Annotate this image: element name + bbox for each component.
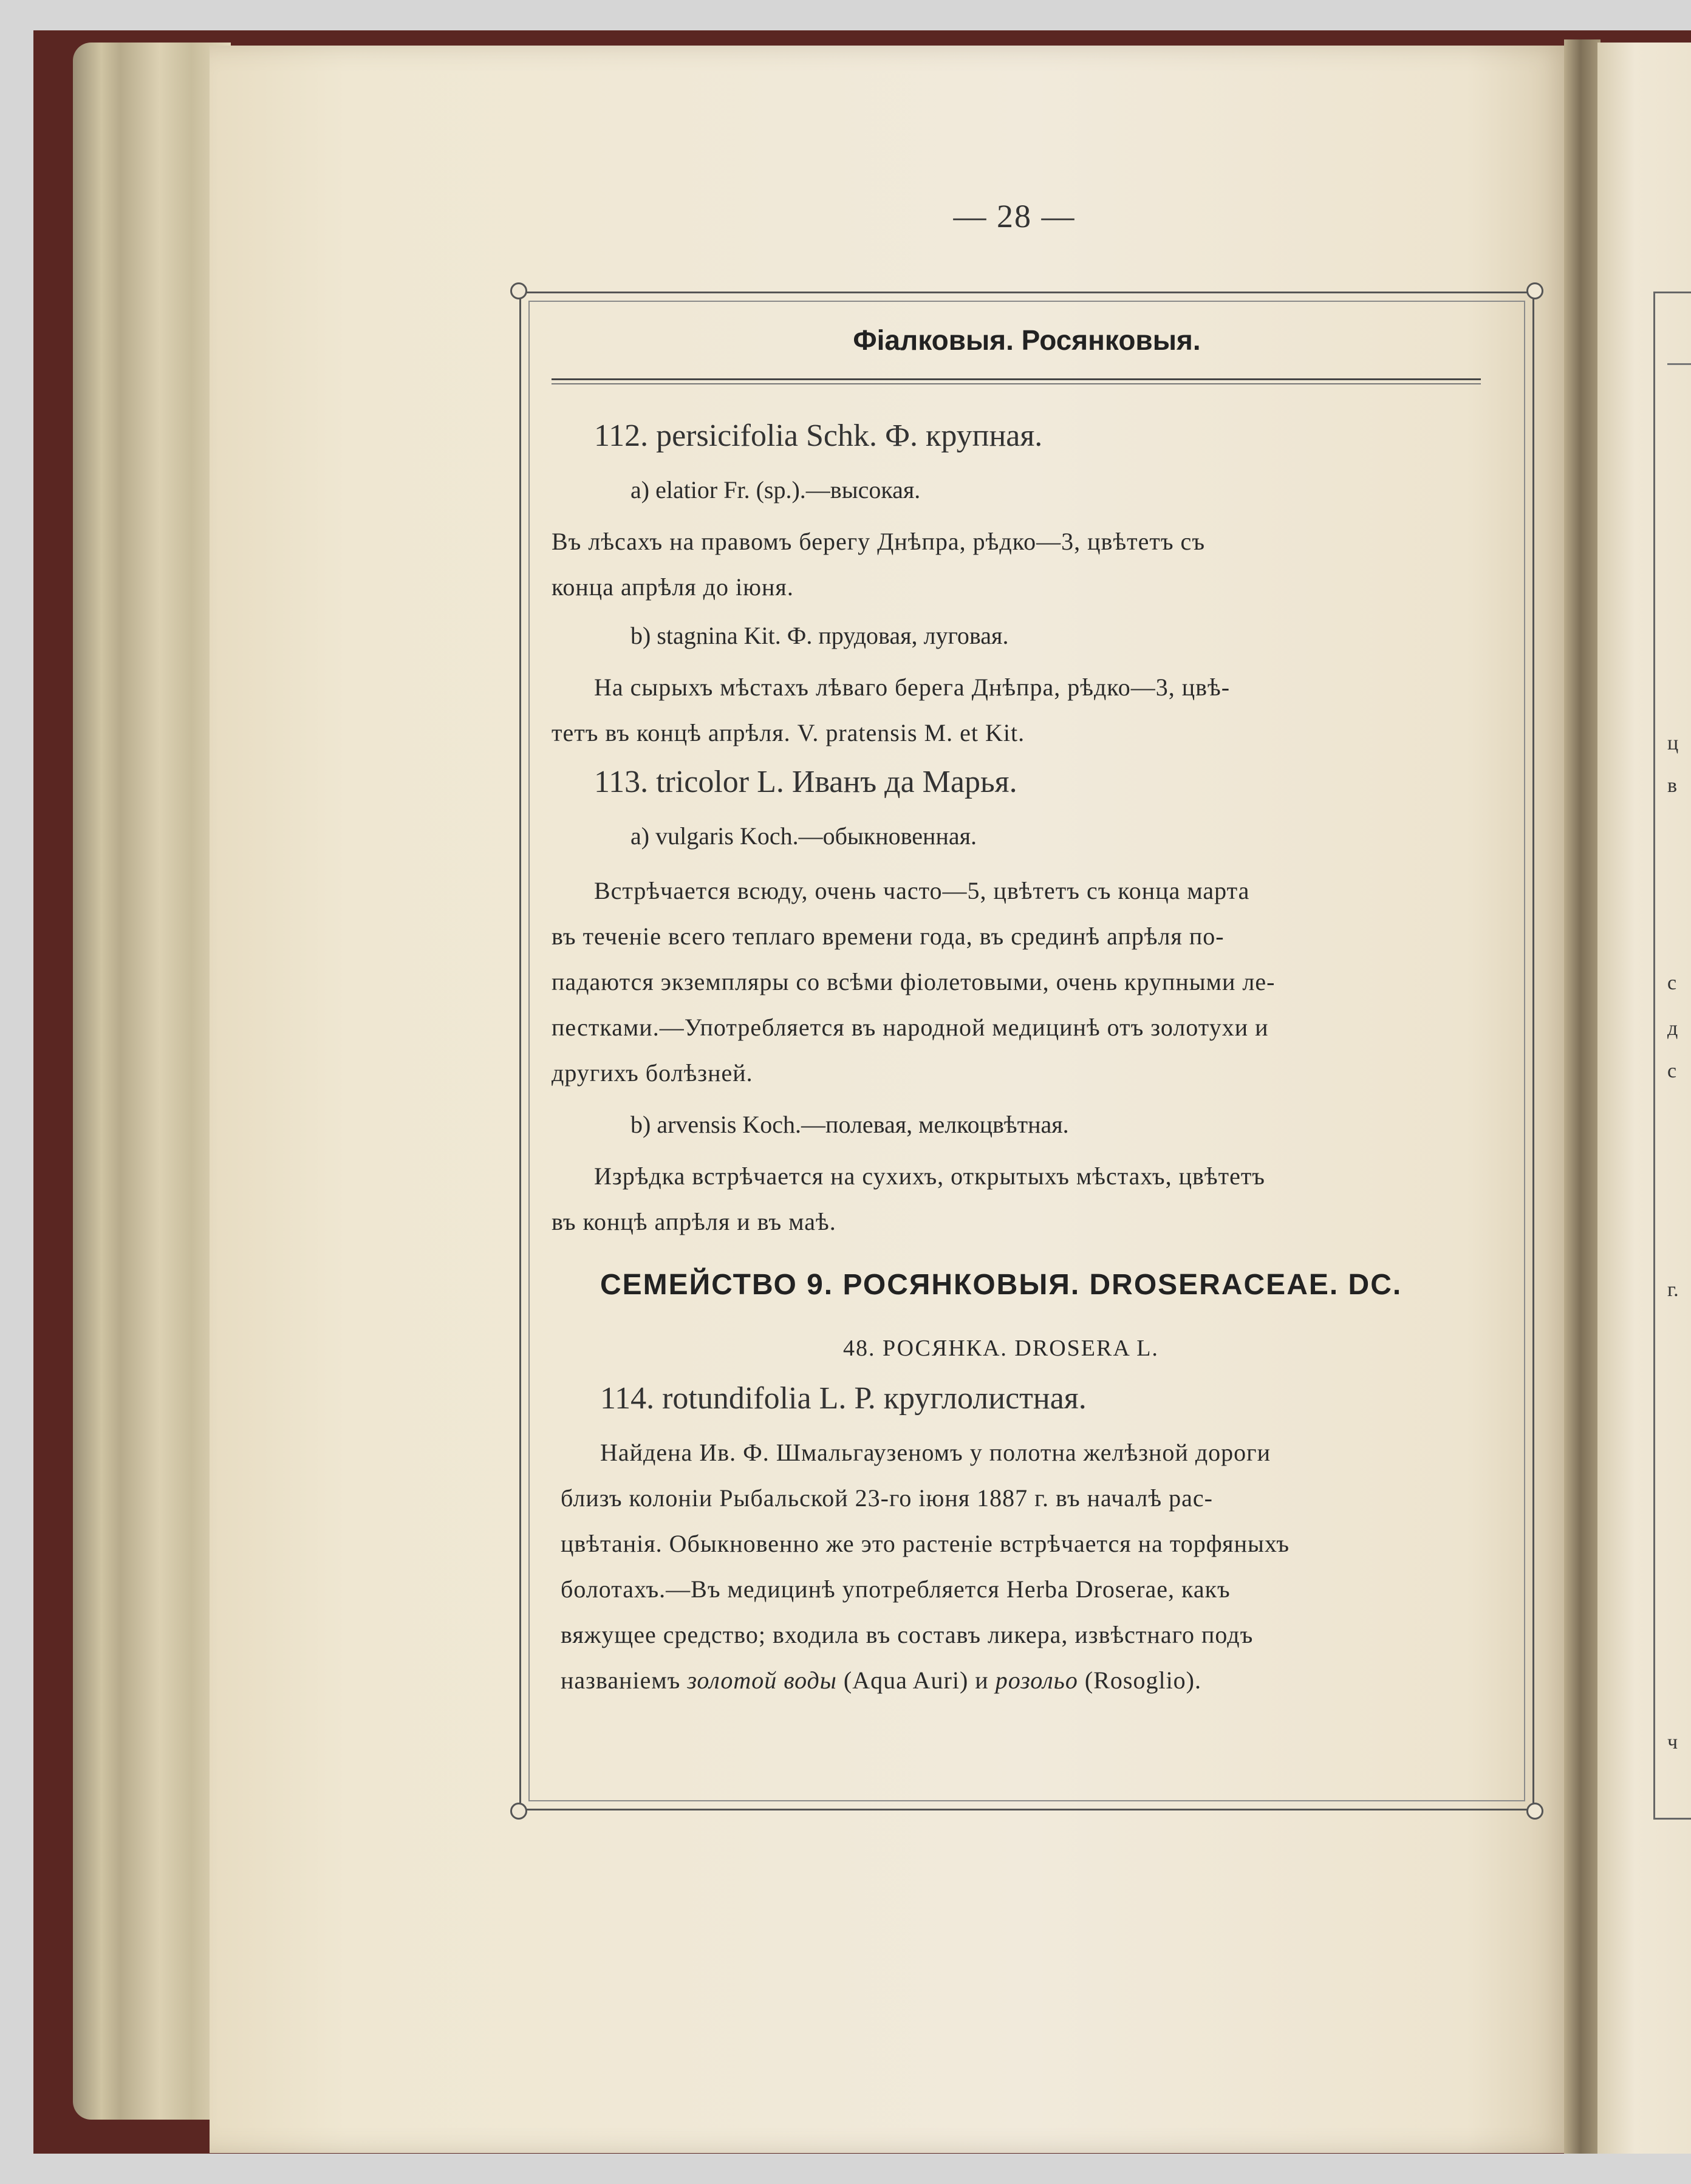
right-page-fragment: в (1667, 774, 1678, 797)
text-line: болотахъ.—Въ медицинѣ употребляется Herba Droserae, какъ (561, 1575, 1231, 1603)
text-fragment: названіемъ (561, 1667, 688, 1694)
text-line: въ концѣ апрѣля и въ маѣ. (552, 1208, 836, 1235)
book-gutter (1564, 39, 1600, 2154)
text-line: Изрѣдка встрѣчается на сухихъ, открытыхъ мѣстахъ, цвѣтетъ (594, 1162, 1265, 1190)
ornament-corner (510, 282, 527, 299)
text-line: вяжущее средство; входила въ составъ ликера, извѣстнаго подъ (561, 1621, 1254, 1648)
text-line: На сырыхъ мѣстахъ лѣваго берега Днѣпра, рѣдко—3, цвѣ- (594, 674, 1231, 701)
text-fragment: (Aqua Auri) и (836, 1667, 996, 1694)
text-line: Встрѣчается всюду, очень часто—5, цвѣтетъ съ конца марта (594, 877, 1250, 904)
text-line: Въ лѣсахъ на правомъ берегу Днѣпра, рѣдко—3, цвѣтетъ съ (552, 528, 1205, 555)
text-line: въ теченіе всего теплаго времени года, въ срединѣ апрѣля по- (552, 923, 1225, 950)
text-line: близъ колоніи Рыбальской 23-го іюня 1887 г. въ началѣ рас- (561, 1484, 1213, 1512)
text-line: конца апрѣля до іюня. (552, 573, 794, 601)
text-line: тетъ въ концѣ апрѣля. V. pratensis M. et Kit. (552, 719, 1025, 746)
header-rule (552, 383, 1481, 384)
italic-term: розольо (995, 1667, 1078, 1694)
genus-heading: 48. РОСЯНКА. DROSERA L. (843, 1336, 1159, 1361)
species-entry: 112. persicifolia Schk. Ф. крупная. (594, 418, 1043, 453)
italic-term: золотой воды (687, 1667, 837, 1694)
text-line (561, 1666, 1201, 1694)
family-heading: СЕМЕЙСТВО 9. РОСЯНКОВЫЯ. DROSERACEAE. DC. (600, 1269, 1402, 1301)
right-page-fragment: г. (1667, 1278, 1679, 1301)
running-head: Фіалковыя. Росянковыя. (853, 324, 1201, 356)
text-frame (519, 292, 1534, 1810)
text-line: Найдена Ив. Ф. Шмальгаузеномъ у полотна желѣзной дороги (600, 1439, 1271, 1466)
variety-line: b) arvensis Koch.—полевая, мелкоцвѣтная. (630, 1111, 1069, 1138)
variety-line: b) stagnina Kit. Ф. прудовая, луговая. (630, 622, 1009, 649)
text-line: пестками.—Употребляется въ народной медицинѣ отъ золотухи и (552, 1014, 1269, 1041)
ornament-corner (1526, 282, 1543, 299)
right-page-fragment: ц (1667, 732, 1679, 754)
right-page-fragment: с (1667, 1060, 1677, 1082)
right-page-fragment: с (1667, 972, 1677, 994)
text-line: другихъ болѣзней. (552, 1059, 753, 1087)
right-page-fragment: ч (1667, 1731, 1678, 1753)
right-page-fragment: д (1667, 1017, 1678, 1040)
right-page-frame (1653, 292, 1691, 1820)
header-rule (552, 378, 1481, 380)
variety-line: a) elatior Fr. (sp.).—высокая. (630, 476, 921, 503)
ornament-corner (1526, 1803, 1543, 1820)
ornament-corner (510, 1803, 527, 1820)
species-entry: 114. rotundifolia L. Р. круглолистная. (600, 1381, 1087, 1416)
page-number: — 28 — (953, 198, 1076, 234)
variety-line: a) vulgaris Koch.—обыкновенная. (630, 822, 977, 850)
page-edges (73, 43, 231, 2120)
text-line: падаются экземпляры со всѣми фіолетовыми, очень крупными ле- (552, 968, 1276, 995)
species-entry: 113. tricolor L. Иванъ да Марья. (594, 765, 1017, 799)
text-fragment: (Rosoglio). (1078, 1667, 1202, 1694)
text-line: цвѣтанія. Обыкновенно же это растеніе встрѣчается на торфяныхъ (561, 1530, 1290, 1557)
